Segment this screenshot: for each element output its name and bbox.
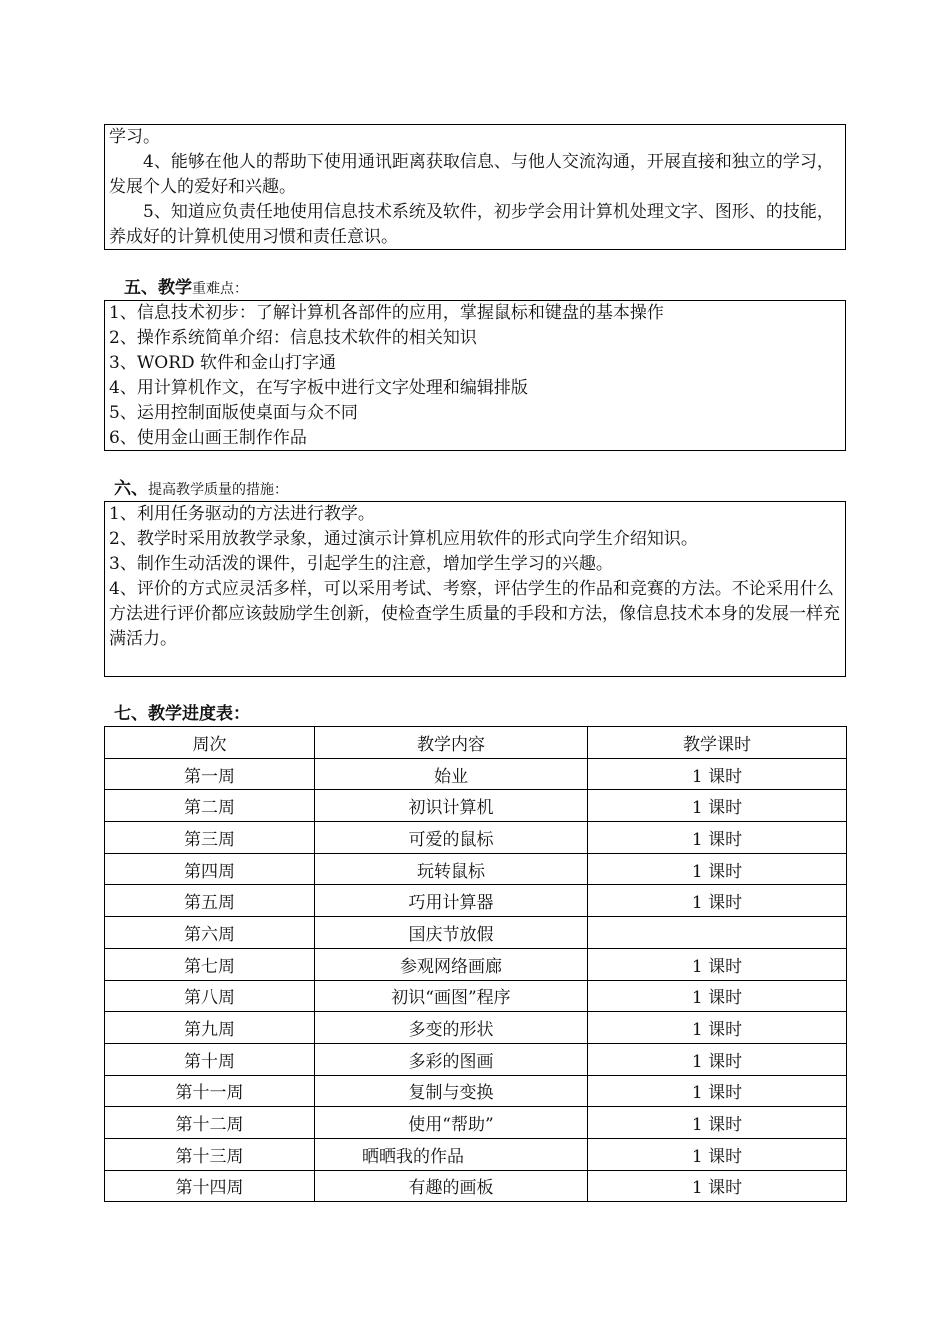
table-row — [105, 948, 847, 980]
measure-item: 1、利用任务驱动的方法进行教学。 — [109, 504, 375, 524]
hours-cell: 1 课时 — [588, 948, 847, 980]
hours-cell: 1 课时 — [588, 1107, 847, 1139]
table-row — [105, 1170, 847, 1202]
week-cell: 第十周 — [105, 1043, 315, 1075]
measure-item: 2、教学时采用放教学录象，通过演示计算机应用软件的形式向学生介绍知识。 — [109, 529, 698, 549]
content-cell: 使用“帮助” — [315, 1107, 588, 1139]
content-cell: 有趣的画板 — [315, 1170, 588, 1202]
schedule-table — [104, 726, 847, 1202]
week-cell: 第三周 — [105, 822, 315, 854]
section7-heading-text: 七、教学进度表： — [114, 704, 250, 724]
key-point-item: 6、使用金山画王制作作品 — [109, 428, 307, 448]
key-point-item: 4、用计算机作文，在写字板中进行文字处理和编辑排版 — [109, 378, 528, 398]
section6-heading-small: 提高教学质量的措施： — [148, 482, 288, 498]
content-cell: 初识计算机 — [315, 790, 588, 822]
week-cell: 第四周 — [105, 853, 315, 885]
table-row — [105, 790, 847, 822]
measure-item: 3、制作生动活泼的课件，引起学生的注意，增加学生学习的兴趣。 — [109, 554, 613, 574]
measure-item: 4、评价的方式应灵活多样，可以采用考试、考察，评估学生的作品和竞赛的方法。不论采用什么方法进行评价都应该鼓励学生创新，使检查学生质量的手段和方法，像信息技术本身的发展一样充满活力。 — [109, 579, 840, 649]
hours-cell: 1 课时 — [588, 758, 847, 790]
measures-box — [104, 501, 846, 677]
hours-cell: 1 课时 — [588, 980, 847, 1012]
hours-cell: 1 课时 — [588, 1043, 847, 1075]
content-cell: 始业 — [315, 758, 588, 790]
section7-heading — [114, 703, 250, 725]
hours-cell: 1 课时 — [588, 790, 847, 822]
week-cell: 第十二周 — [105, 1107, 315, 1139]
table-row — [105, 1107, 847, 1139]
objectives-line-3: 5、知道应负责任地使用信息技术系统及软件，初步学会用计算机处理文字、图形、的技能，养成好的计算机使用习惯和责任意识。 — [109, 202, 834, 247]
week-cell: 第十一周 — [105, 1075, 315, 1107]
hours-cell: 1 课时 — [588, 1012, 847, 1044]
table-row — [105, 1012, 847, 1044]
week-cell: 第六周 — [105, 917, 315, 949]
key-point-item: 5、运用控制面版使桌面与众不同 — [109, 403, 358, 423]
content-cell: 玩转鼠标 — [315, 853, 588, 885]
week-cell: 第一周 — [105, 758, 315, 790]
content-cell: 参观网络画廊 — [315, 948, 588, 980]
section6-heading — [114, 478, 288, 501]
table-row — [105, 980, 847, 1012]
key-point-item: 3、WORD 软件和金山打字通 — [109, 353, 337, 373]
section6-heading-main: 六、 — [114, 479, 148, 499]
week-cell: 第五周 — [105, 885, 315, 917]
schedule-header-row — [105, 727, 847, 759]
section5-heading — [124, 277, 248, 300]
objectives-box — [104, 124, 846, 250]
content-cell: 多变的形状 — [315, 1012, 588, 1044]
table-row — [105, 1043, 847, 1075]
week-cell: 第二周 — [105, 790, 315, 822]
week-cell: 第十三周 — [105, 1138, 315, 1170]
table-row — [105, 917, 847, 949]
content-cell: 晒晒我的作品 — [315, 1138, 588, 1170]
table-row — [105, 758, 847, 790]
key-point-item: 1、信息技术初步：了解计算机各部件的应用，掌握鼠标和键盘的基本操作 — [109, 303, 664, 323]
content-cell: 可爱的鼠标 — [315, 822, 588, 854]
content-cell: 初识“画图”程序 — [315, 980, 588, 1012]
content-cell: 国庆节放假 — [315, 917, 588, 949]
week-cell: 第十四周 — [105, 1170, 315, 1202]
table-row — [105, 822, 847, 854]
hours-cell: 1 课时 — [588, 1138, 847, 1170]
section5-heading-small: 重难点： — [192, 281, 248, 297]
hours-cell: 1 课时 — [588, 853, 847, 885]
table-row — [105, 1075, 847, 1107]
table-row — [105, 853, 847, 885]
week-cell: 第七周 — [105, 948, 315, 980]
column-header-hours: 教学课时 — [588, 727, 847, 759]
key-points-box — [104, 300, 846, 451]
table-row — [105, 885, 847, 917]
section5-heading-main: 五、教学 — [124, 278, 192, 298]
objectives-line-1: 学习。 — [109, 127, 160, 147]
column-header-content: 教学内容 — [315, 727, 588, 759]
column-header-week: 周次 — [105, 727, 315, 759]
hours-cell: 1 课时 — [588, 1170, 847, 1202]
content-cell: 复制与变换 — [315, 1075, 588, 1107]
hours-cell: 1 课时 — [588, 822, 847, 854]
week-cell: 第九周 — [105, 1012, 315, 1044]
content-cell: 巧用计算器 — [315, 885, 588, 917]
hours-cell — [588, 917, 847, 949]
week-cell: 第八周 — [105, 980, 315, 1012]
objectives-line-2: 4、能够在他人的帮助下使用通讯距离获取信息、与他人交流沟通，开展直接和独立的学习，发展个人的爱好和兴趣。 — [109, 152, 834, 197]
hours-cell: 1 课时 — [588, 885, 847, 917]
hours-cell: 1 课时 — [588, 1075, 847, 1107]
content-cell: 多彩的图画 — [315, 1043, 588, 1075]
table-row — [105, 1138, 847, 1170]
key-point-item: 2、操作系统简单介绍：信息技术软件的相关知识 — [109, 328, 477, 348]
